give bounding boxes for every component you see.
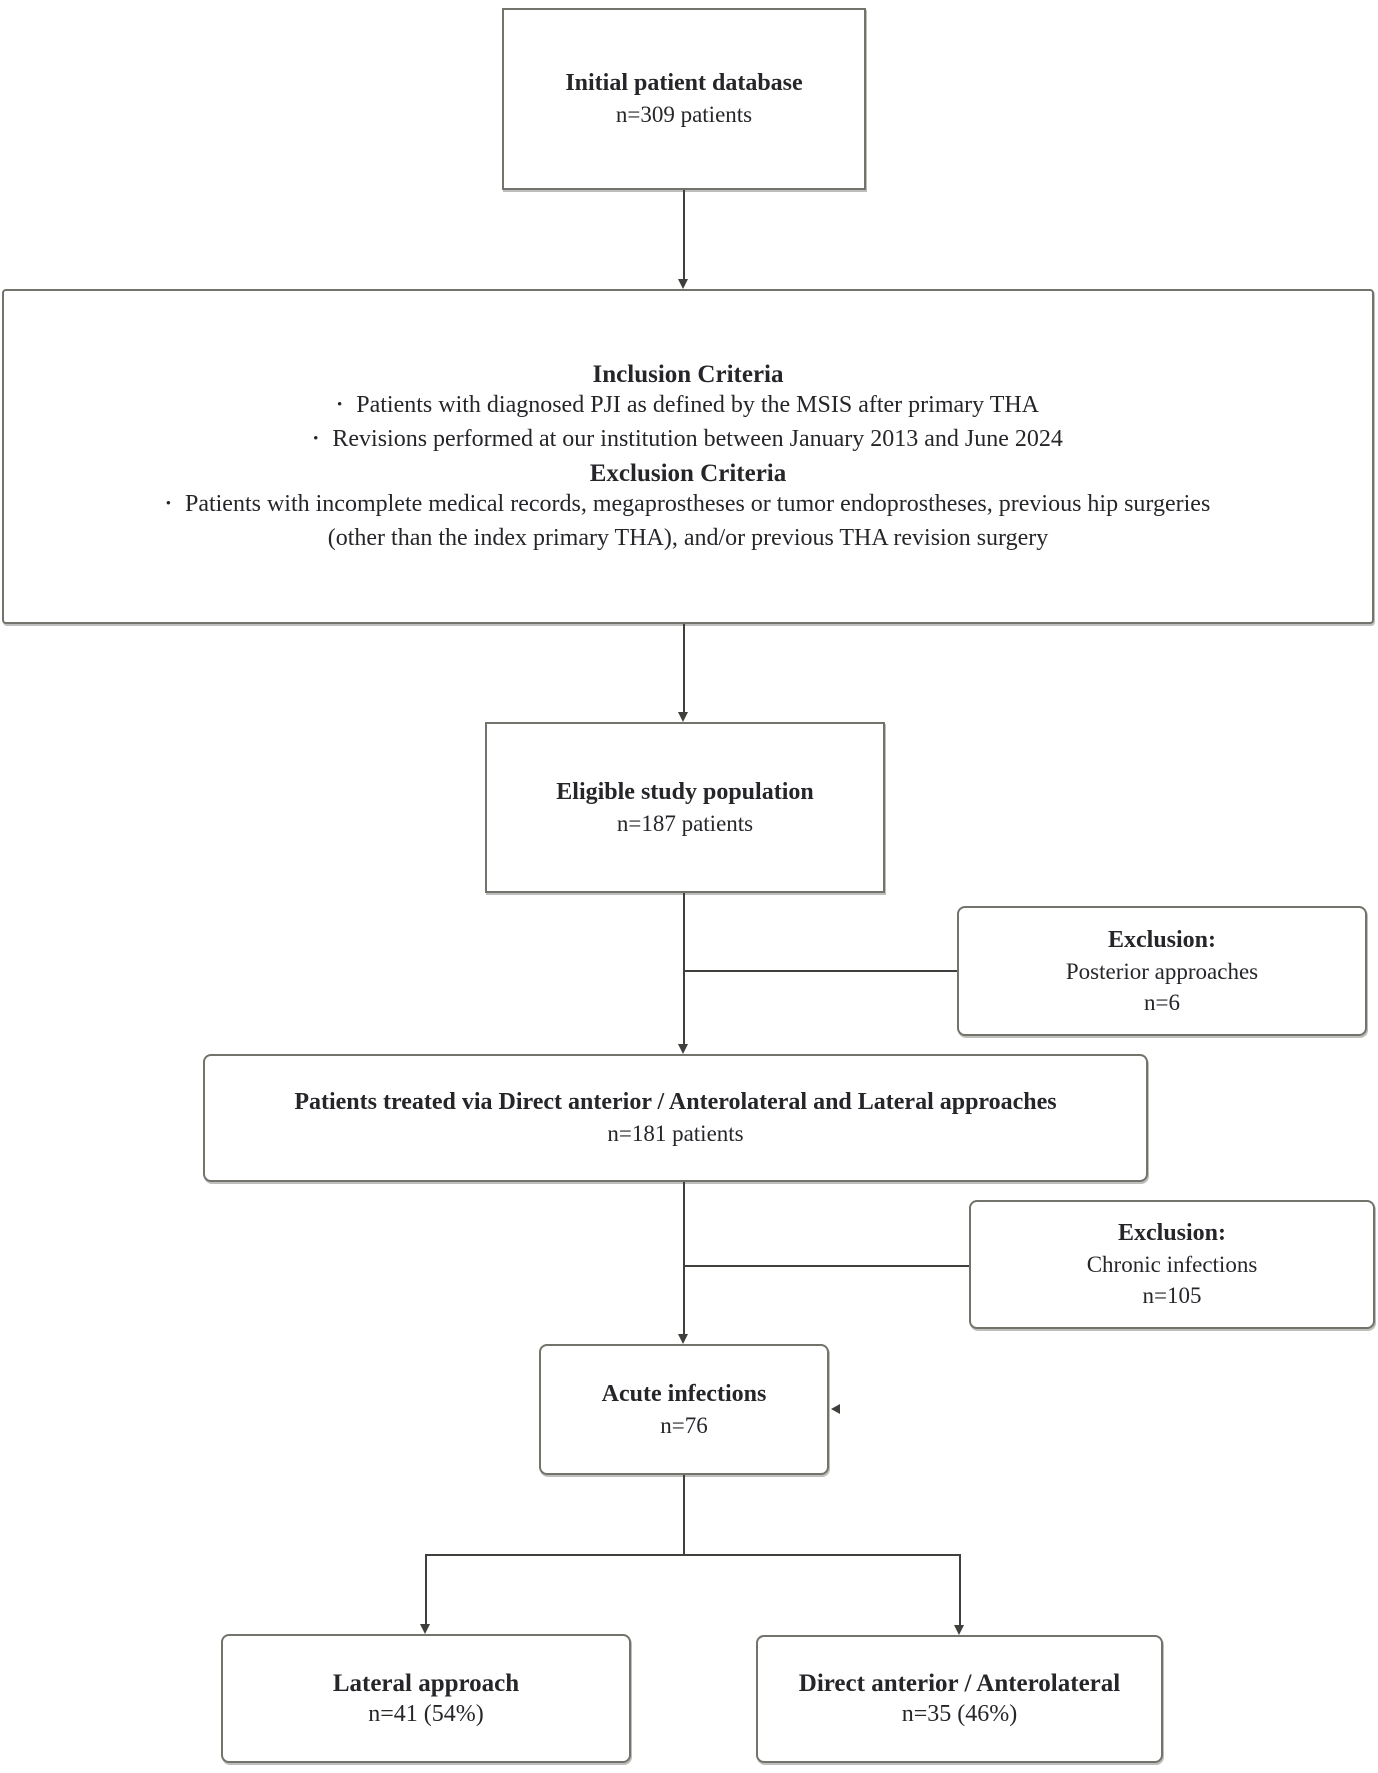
box-title: Patients treated via Direct anterior / Anterolateral and Lateral approaches [294, 1089, 1057, 1115]
criteria-box [2, 289, 1374, 624]
connector-criteria-to-eligible [683, 624, 685, 713]
bullet-marker: • [165, 496, 171, 512]
box-count: n=181 patients [607, 1121, 744, 1146]
exclusion-reason: Chronic infections [1086, 1252, 1258, 1277]
box-count: n=309 patients [615, 102, 753, 127]
connector-split-right [959, 1554, 961, 1626]
box-title: Lateral approach [332, 1669, 520, 1697]
branch-to-posterior-exclusion [684, 970, 957, 972]
exclusion-posterior-box [957, 906, 1367, 1036]
box-count: n=105 [1142, 1283, 1202, 1308]
lateral-approach-box [221, 1634, 631, 1763]
arrowhead-down-icon [954, 1625, 964, 1635]
arrowhead-down-icon [420, 1624, 430, 1634]
connector-initial-to-criteria [683, 190, 685, 280]
eligible-population-box [485, 722, 885, 893]
inclusion-item [337, 390, 1039, 424]
arrowhead-down-icon [678, 712, 688, 722]
box-count: n=6 [1144, 989, 1180, 1015]
box-title: Exclusion: [1107, 926, 1217, 953]
connector-split-horizontal [425, 1554, 960, 1556]
connector-acute-stem [683, 1475, 685, 1555]
box-title: Direct anterior / Anterolateral [798, 1670, 1121, 1697]
exclusion-reason: Posterior approaches [1065, 958, 1259, 984]
arrowhead-down-icon [678, 1044, 688, 1054]
direct-anterior-box [756, 1635, 1163, 1763]
exclusion-chronic-box [969, 1200, 1375, 1329]
box-count: n=187 patients [616, 810, 754, 836]
exclusion-criteria-heading: Exclusion Criteria [589, 460, 787, 487]
arrowhead-down-icon [678, 279, 688, 289]
box-title: Exclusion: [1117, 1220, 1227, 1246]
connector-treated-to-acute [683, 1182, 685, 1335]
box-count: n=35 (46%) [901, 1701, 1018, 1727]
box-count: n=41 (54%) [368, 1700, 484, 1727]
exclusion-item-continued [328, 523, 1049, 554]
arrowhead-left-icon [831, 1404, 840, 1414]
initial-database-box [502, 8, 866, 190]
connector-split-left [425, 1554, 427, 1625]
exclusion-item-text: (other than the index primary THA), and/or previous THA revision surgery [327, 525, 1049, 551]
box-title: Initial patient database [565, 70, 803, 96]
inclusion-criteria-heading: Inclusion Criteria [592, 361, 784, 388]
inclusion-item [313, 424, 1063, 458]
inclusion-item-text: Revisions performed at our institution between January 2013 and June 2024 [332, 426, 1063, 452]
bullet-marker: • [313, 431, 319, 447]
exclusion-item-text: Patients with incomplete medical records, megaprostheses or tumor endoprostheses, previous hip surgeries [184, 491, 1211, 517]
bullet-marker: • [336, 397, 343, 413]
exclusion-item [166, 489, 1211, 523]
connector-eligible-to-treated [683, 893, 685, 1045]
inclusion-item-text: Patients with diagnosed PJI as defined by the MSIS after primary THA [356, 392, 1040, 418]
box-title: Acute infections [601, 1380, 767, 1407]
arrowhead-down-icon [678, 1334, 688, 1344]
treated-approaches-box [203, 1054, 1148, 1182]
branch-to-chronic-exclusion [684, 1265, 969, 1267]
box-title: Eligible study population [556, 778, 814, 805]
box-count: n=76 [660, 1412, 708, 1438]
acute-infections-box [539, 1344, 829, 1475]
